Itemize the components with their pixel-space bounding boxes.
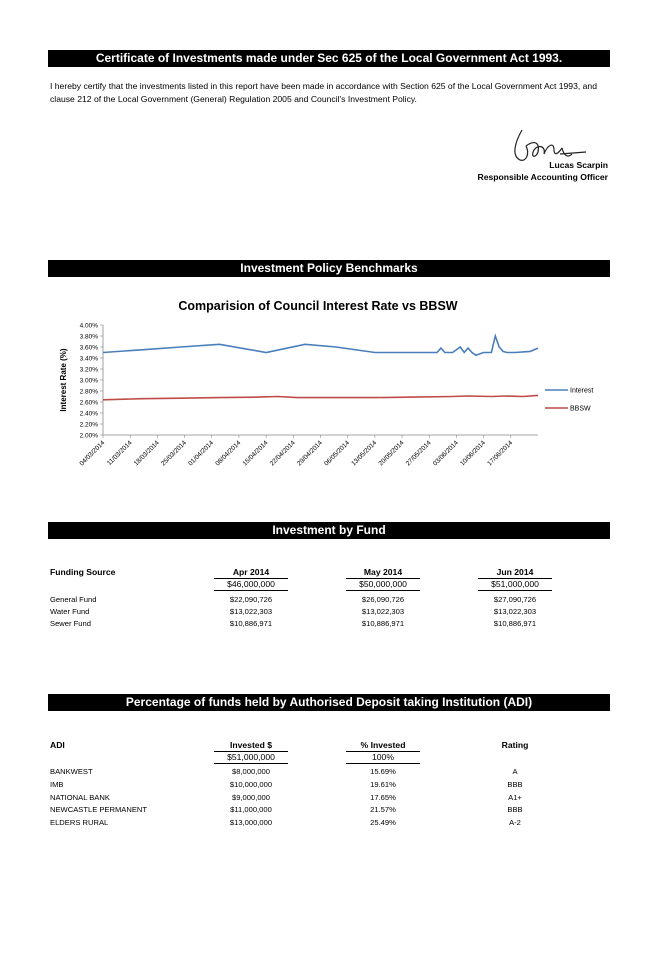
x-tick-label: 13/05/2014 xyxy=(350,439,379,468)
adi-row-invested: $8,000,000 xyxy=(231,767,270,776)
y-tick-label: 2.40% xyxy=(79,410,98,418)
fund-row-value: $26,090,726 xyxy=(361,595,405,604)
adi-row-pct: 25.49% xyxy=(370,818,396,828)
fund-row-value: $10,886,971 xyxy=(361,619,405,628)
y-tick-label: 2.60% xyxy=(79,399,98,407)
month-header: May 2014 xyxy=(363,567,403,577)
adi-row-invested: $11,000,000 xyxy=(230,805,272,815)
adi-total: 100% xyxy=(346,751,420,764)
chart-y-axis-label: Interest Rate (%) xyxy=(59,348,68,412)
x-tick-label: 10/06/2014 xyxy=(459,439,488,468)
fund-total: $50,000,000 xyxy=(346,578,420,591)
x-tick-label: 17/06/2014 xyxy=(486,439,515,468)
y-tick-label: 3.80% xyxy=(79,333,98,341)
adi-row-rating: BBB xyxy=(507,805,523,815)
month-header: Jun 2014 xyxy=(496,567,534,577)
y-tick-label: 3.20% xyxy=(79,366,98,374)
adi-total: $51,000,000 xyxy=(214,751,288,764)
y-tick-label: 2.80% xyxy=(79,388,98,396)
adi-row-invested: $13,000,000 xyxy=(229,818,273,828)
y-tick-label: 4.00% xyxy=(79,322,98,330)
funding-source-header: Funding Source xyxy=(50,567,116,577)
x-tick-label: 27/05/2014 xyxy=(404,439,433,468)
chart-title: Comparision of Council Interest Rate vs BBSW xyxy=(178,299,458,313)
x-tick-label: 15/04/2014 xyxy=(241,439,270,468)
x-tick-label: 06/05/2014 xyxy=(323,439,352,468)
series-line-bbsw xyxy=(103,395,538,399)
month-header: Apr 2014 xyxy=(232,567,270,577)
fund-row-name: General Fund xyxy=(50,595,97,604)
fund-row-value: $10,886,971 xyxy=(229,619,273,628)
signatory-title: Responsible Accounting Officer xyxy=(477,172,608,182)
adi-title-bar: Percentage of funds held by Authorised Deposit taking Institution (ADI) xyxy=(48,694,610,711)
adi-row-rating: A-2 xyxy=(509,818,521,828)
y-tick-label: 3.60% xyxy=(79,344,98,352)
signatory-name: Lucas Scarpin xyxy=(549,160,608,170)
fund-total: $51,000,000 xyxy=(478,578,552,591)
benchmarks-title-bar: Investment Policy Benchmarks xyxy=(48,260,610,277)
rating-header: Rating xyxy=(501,740,529,750)
x-tick-label: 03/06/2014 xyxy=(431,439,460,468)
x-tick-label: 11/03/2014 xyxy=(105,439,134,468)
x-tick-label: 29/04/2014 xyxy=(295,439,324,468)
fund-row-value: $22,090,726 xyxy=(229,595,273,604)
x-tick-label: 20/05/2014 xyxy=(377,439,406,468)
x-tick-label: 25/03/2014 xyxy=(160,439,188,468)
interest-rate-chart xyxy=(48,290,610,490)
x-tick-label: 22/04/2014 xyxy=(268,439,297,468)
fund-row-value: $13,022,303 xyxy=(493,607,537,616)
adi-row-name: ELDERS RURAL xyxy=(50,818,109,828)
y-tick-label: 2.00% xyxy=(79,432,98,440)
invested-header: Invested $ xyxy=(229,740,273,750)
x-tick-label: 18/03/2014 xyxy=(132,439,161,468)
fund-title-bar: Investment by Fund xyxy=(48,522,610,539)
adi-row-rating: BBB xyxy=(507,779,523,789)
adi-row-rating: A1+ xyxy=(508,792,522,802)
fund-row-value: $13,022,303 xyxy=(361,607,405,616)
adi-row-pct: 17.65% xyxy=(370,792,396,802)
y-tick-label: 3.40% xyxy=(79,355,98,363)
adi-row-name: NATIONAL BANK xyxy=(50,792,110,802)
adi-row-name: NEWCASTLE PERMANENT xyxy=(50,805,148,815)
x-tick-label: 04/03/2014 xyxy=(78,439,107,468)
x-tick-label: 08/04/2014 xyxy=(214,439,243,468)
x-tick-label: 01/04/2014 xyxy=(187,439,216,468)
fund-row-value: $10,886,971 xyxy=(493,619,537,628)
adi-row-pct: 21.57% xyxy=(370,805,396,815)
fund-row-value: $27,090,726 xyxy=(493,595,537,604)
fund-total: $46,000,000 xyxy=(214,578,288,591)
fund-row-name: Sewer Fund xyxy=(50,619,91,628)
adi-row-pct: 15.69% xyxy=(370,767,396,776)
legend-label-bbsw: BBSW xyxy=(570,405,591,413)
adi-row-pct: 19.61% xyxy=(370,779,396,789)
fund-row-name: Water Fund xyxy=(50,607,90,616)
pct-header: % Invested xyxy=(360,740,406,750)
adi-row-invested: $9,000,000 xyxy=(231,792,270,802)
certificate-text: I hereby certify that the investments listed in this report have been made in accordance with Section 625 of the Local Government Act 1993, and clause 212 of the Local Government (General) Regulation 2005 and Council's Investment Policy. xyxy=(50,81,597,104)
fund-row-value: $13,022,303 xyxy=(229,607,273,616)
adi-row-name: BANKWEST xyxy=(50,767,93,776)
adi-row-rating: A xyxy=(512,767,518,776)
adi-row-invested: $10,000,000 xyxy=(229,779,273,789)
adi-row-name: IMB xyxy=(50,779,64,789)
adi-header: ADI xyxy=(50,740,65,750)
certificate-title-bar: Certificate of Investments made under Sec 625 of the Local Government Act 1993. xyxy=(48,50,610,67)
y-tick-label: 2.20% xyxy=(79,421,98,429)
y-tick-label: 3.00% xyxy=(79,377,98,385)
legend-label-interest: Interest xyxy=(570,387,594,395)
series-line-interest xyxy=(103,336,538,355)
